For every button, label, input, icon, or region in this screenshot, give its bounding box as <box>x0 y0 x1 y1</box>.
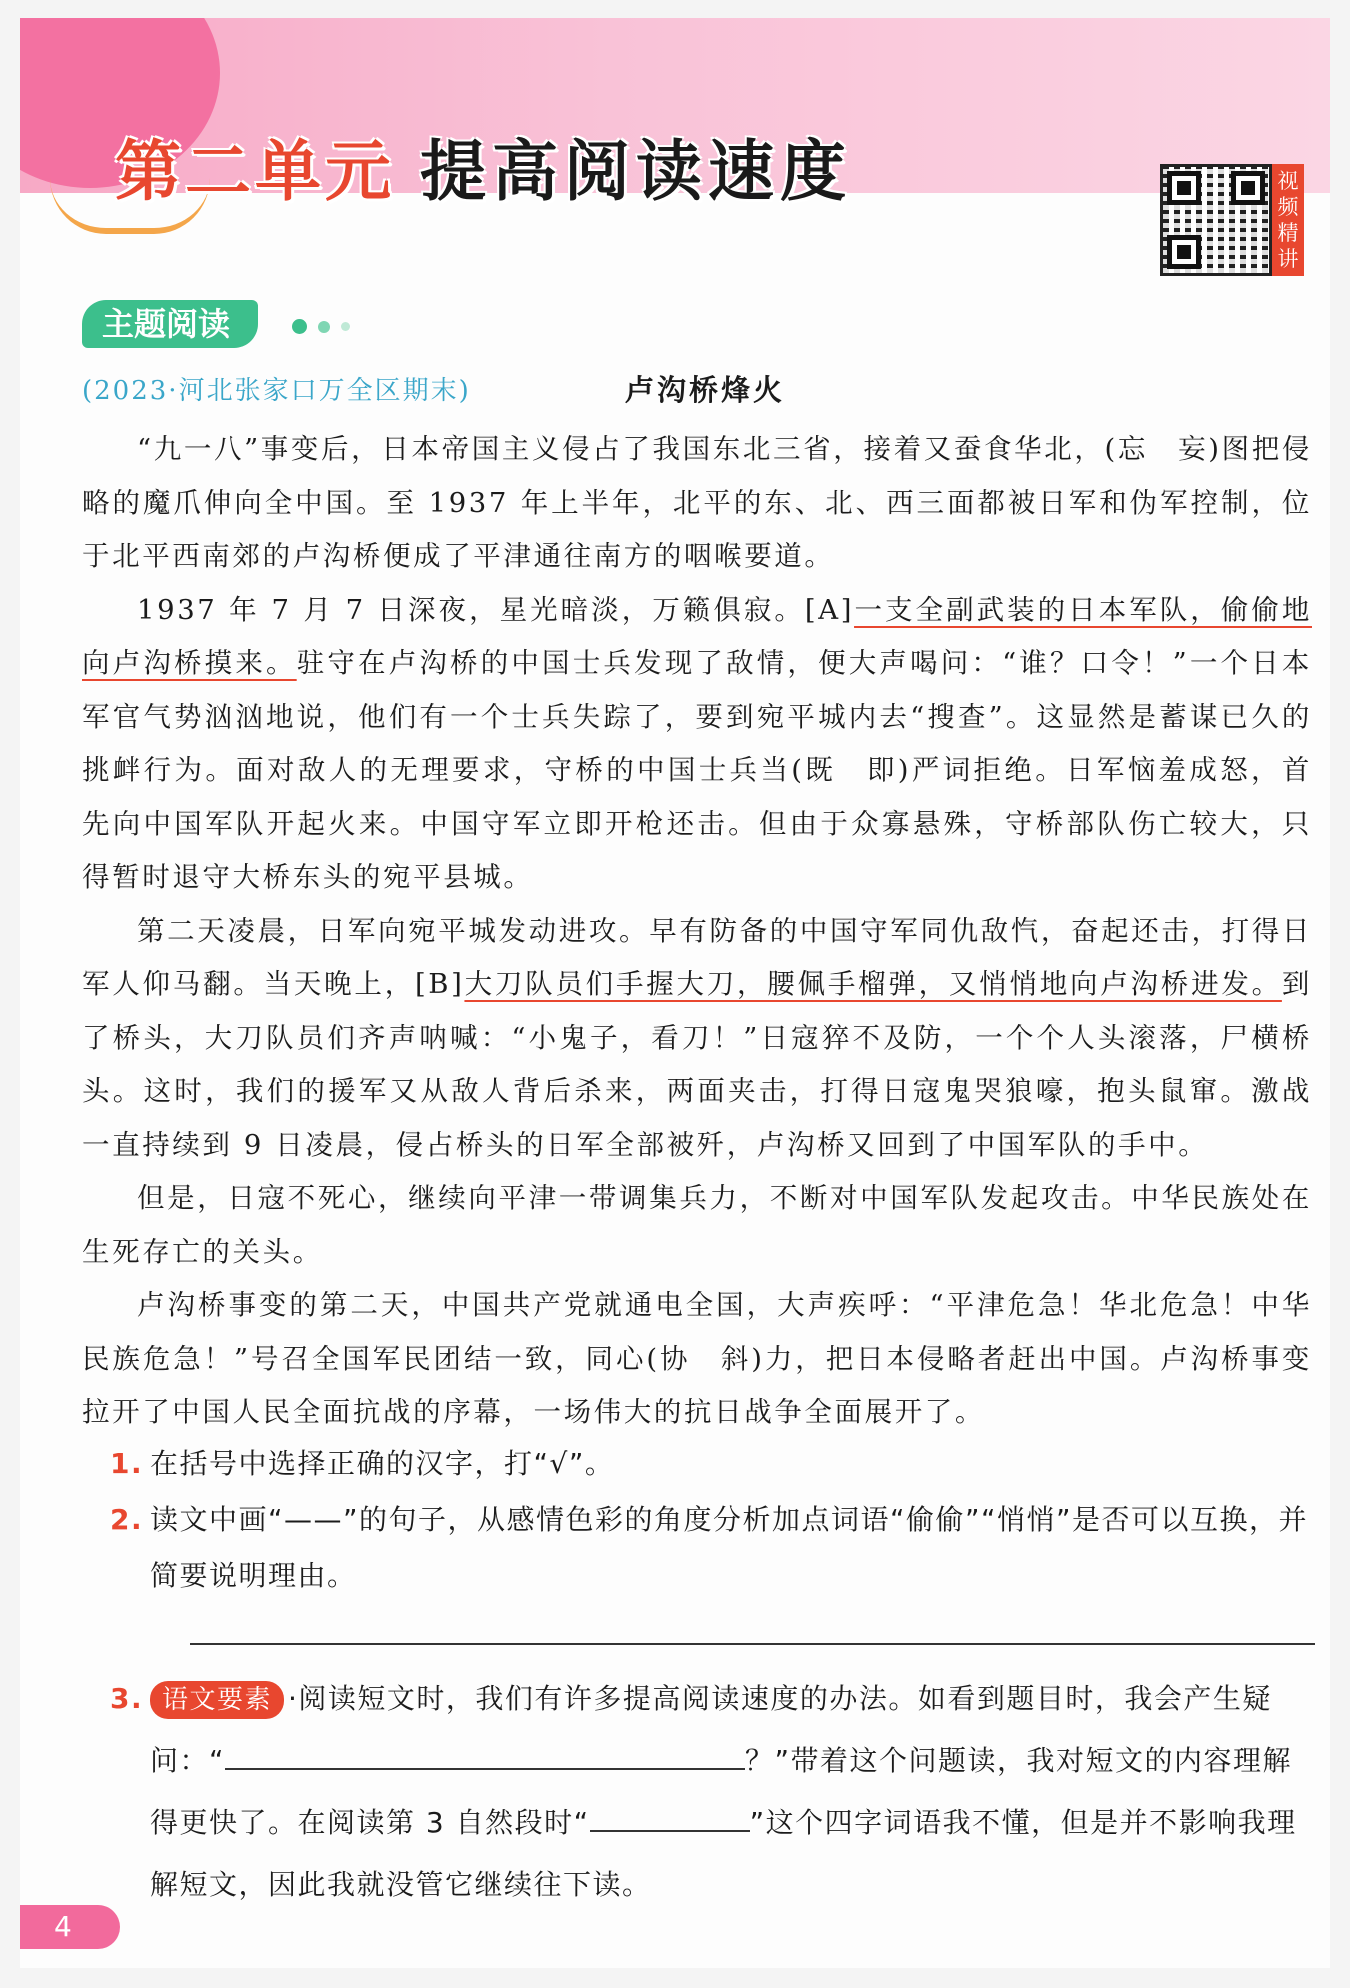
question-text-part3: ”这个四字词语我不懂，但是并不影响我理解短文，因此我就没管它继续往下读。 <box>150 1806 1297 1901</box>
section-tag: 主题阅读 <box>82 300 258 348</box>
qr-finder <box>1167 235 1201 269</box>
dot-icon <box>292 319 307 334</box>
question-number: 3. <box>110 1682 144 1715</box>
passage-body <box>82 423 1312 1440</box>
underlined-sentence-b: 大刀队员们手握大刀，腰佩手榴弹，又悄悄地向卢沟桥进发。 <box>464 968 1282 1000</box>
question-number: 1. <box>110 1447 144 1480</box>
paragraph-2-pre: 1937 年 7 月 7 日深夜，星光暗淡，万籁俱寂。[A] <box>137 593 855 626</box>
qr-finder <box>1167 171 1201 205</box>
unit-label: 第二单元 <box>115 133 395 210</box>
paragraph-2-post: 驻守在卢沟桥的中国士兵发现了敌情，便大声喝问：“谁？口令！”一个日本军官气势汹汹地说，他们有一个士兵失踪了，要到宛平城内去“搜查”。这显然是蓄谋已久的挑衅行为。面对敌人的无理要求，守桥的中国士兵当(既 即)严词拒绝。日军恼羞成怒，首先向中国军队开起火来。中国守军立即开枪还击。但由于众寡悬殊，守桥部队伤亡较大，只得暂时退守大桥东头的宛平县城。 <box>82 647 1312 893</box>
page-number: 4 <box>20 1905 120 1949</box>
paragraph-1: “九一八”事变后，日本帝国主义侵占了我国东北三省，接着又蚕食华北，(忘 妄)图把侵略的魔爪伸向全中国。至 1937 年上半年，北平的东、北、西三面都被日军和伪军控制，位于北平西南郊的卢沟桥便成了平津通往南方的咽喉要道。 <box>82 433 1312 572</box>
qr-finder <box>1231 171 1265 205</box>
question-number: 2. <box>110 1503 144 1536</box>
video-tag: 视频精讲 <box>1272 164 1304 276</box>
answer-blank-question[interactable] <box>225 1738 745 1770</box>
unit-title: 提高阅读速度 <box>420 133 852 210</box>
underlined-sentence-a: 一支全副武装的日本军队，偷偷地向卢沟桥摸来。 <box>82 593 1312 679</box>
dot-icon <box>318 321 330 333</box>
answer-blank-word[interactable] <box>590 1800 750 1832</box>
dot-icon <box>341 322 350 331</box>
paragraph-4: 但是，日寇不死心，继续向平津一带调集兵力，不断对中国军队发起攻击。中华民族处在生死存亡的关头。 <box>82 1182 1312 1268</box>
answer-line[interactable] <box>190 1643 1315 1645</box>
question-text-part2: ？”带着这个问题读，我对短文的内容理解得更快了。在阅读第 3 自然段时“ <box>150 1744 1293 1839</box>
question-text-part1: ·阅读短文时，我们有许多提高阅读速度的办法。如看到题目时，我会产生疑问：“ <box>150 1682 1272 1777</box>
paragraph-3-post: 到了桥头，大刀队员们齐声呐喊：“小鬼子，看刀！”日寇猝不及防，一个个人头滚落，尸横桥头。这时，我们的援军又从敌人背后杀来，两面夹击，打得日寇鬼哭狼嚎，抱头鼠窜。激战一直持续到 9 日凌晨，侵占桥头的日军全部被歼，卢沟桥又回到了中国军队的手中。 <box>82 968 1312 1161</box>
section-dots <box>292 316 356 335</box>
paragraph-5: 卢沟桥事变的第二天，中国共产党就通电全国，大声疾呼：“平津危急！华北危急！中华民族危急！”号召全国军民团结一致，同心(协 斜)力，把日本侵略者赶出中国。卢沟桥事变拉开了中国人民全面抗战的序幕，一场伟大的抗日战争全面展开了。 <box>82 1289 1312 1428</box>
question-1 <box>110 1436 1320 1492</box>
language-element-badge: 语文要素 <box>150 1681 284 1719</box>
paragraph-2 <box>82 584 1312 905</box>
question-text: 读文中画“——”的句子，从感情色彩的角度分析加点词语“偷偷”“悄悄”是否可以互换，并简要说明理由。 <box>150 1503 1309 1592</box>
qr-code-icon[interactable] <box>1160 164 1272 276</box>
workbook-page <box>20 18 1330 1968</box>
questions <box>110 1436 1320 1604</box>
question-2 <box>110 1492 1320 1604</box>
paragraph-3-pre: 第二天凌晨，日军向宛平城发动进攻。早有防备的中国守军同仇敌忾，奋起还击，打得日军人仰马翻。当天晚上，[B] <box>82 914 1312 1000</box>
passage-title: 卢沟桥烽火 <box>625 373 786 407</box>
paragraph-3 <box>82 905 1312 1173</box>
passage-source: (2023·河北张家口万全区期末) <box>82 376 471 406</box>
question-3 <box>110 1668 1320 1916</box>
question-text: 在括号中选择正确的汉字，打“√”。 <box>150 1447 615 1480</box>
